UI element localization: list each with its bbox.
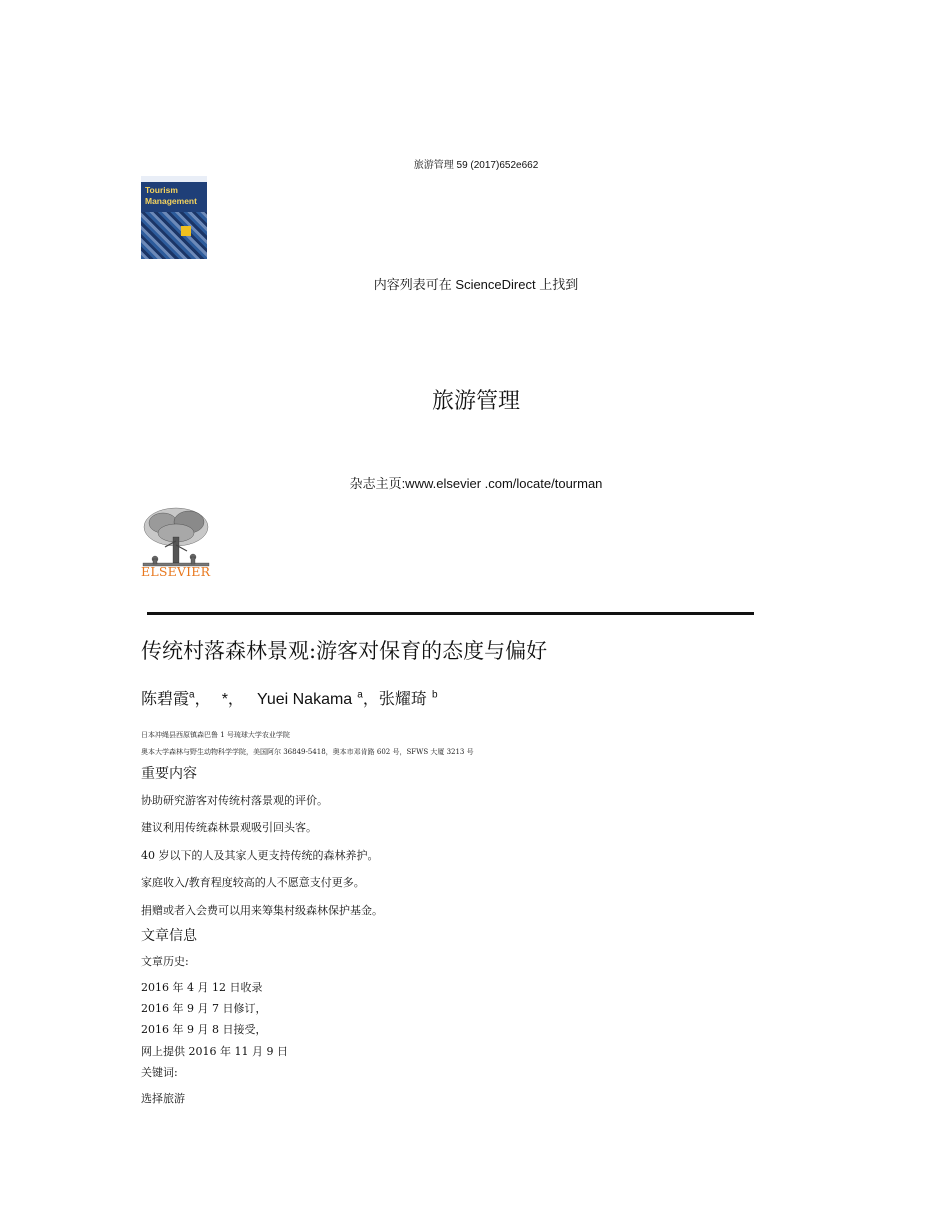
- cover-top-band: [141, 176, 207, 182]
- author-list: [141, 686, 438, 709]
- author-separator: ，: [194, 689, 211, 708]
- highlights-heading: 重要内容: [141, 766, 197, 782]
- cover-accent: [181, 226, 191, 236]
- header-divider-rule: [147, 612, 754, 615]
- history-entry: 2016 年 4 月 12 日收录: [141, 981, 263, 994]
- journal-title: 旅游管理: [431, 389, 520, 414]
- cover-photo: [141, 212, 207, 259]
- author-separator: ，: [227, 689, 244, 708]
- journal-homepage-line: 杂志主页:www.elsevier .com/locate/tourman: [349, 476, 603, 491]
- author-name: 张耀琦: [378, 689, 427, 708]
- journal-citation: 旅游管理 59 (2017)652e662: [413, 160, 539, 171]
- highlight-item: 捐赠或者入会费可以用来筹集村级森林保护基金。: [141, 904, 383, 917]
- affiliation-line: 日本冲绳县西原镇森巴鲁 1 号琉球大学农业学院: [141, 731, 290, 739]
- affiliation-marker: a: [189, 689, 195, 701]
- highlight-item: 建议利用传统森林景观吸引回头客。: [141, 821, 317, 834]
- article-history-label: 文章历史:: [141, 955, 189, 968]
- author-name: Yuei Nakama: [257, 691, 353, 708]
- article-title: 传统村落森林景观:游客对保育的态度与偏好: [141, 639, 548, 663]
- journal-cover-image: [141, 176, 207, 259]
- affiliation-line: 奥本大学森林与野生动物科学学院，美国阿尔 36849-5418，奥本市邓肯路 602 号，SFWS 大厦 3213 号: [141, 748, 474, 756]
- highlight-item: 协助研究游客对传统村落景观的评价。: [141, 794, 328, 807]
- elsevier-wordmark: ELSEVIER: [141, 564, 211, 579]
- corresponding-author-star: *: [221, 691, 228, 708]
- cover-title-line1: Tourism: [145, 185, 178, 195]
- affiliation-marker: a: [357, 689, 363, 701]
- keywords-label: 关键词:: [141, 1066, 178, 1079]
- author-separator: ，: [362, 689, 379, 708]
- keyword-item: 选择旅游: [141, 1092, 185, 1105]
- contents-availability-line: 内容列表可在 ScienceDirect 上找到: [373, 277, 579, 292]
- affiliation-marker: b: [431, 689, 438, 701]
- cover-title-line2: Management: [145, 196, 197, 206]
- history-entry: 网上提供 2016 年 11 月 9 日: [141, 1045, 288, 1058]
- highlight-item: 40 岁以下的人及其家人更支持传统的森林养护。: [141, 849, 379, 862]
- highlight-item: 家庭收入/教育程度较高的人不愿意支付更多。: [141, 876, 365, 889]
- history-entry: 2016 年 9 月 8 日接受，: [141, 1023, 267, 1036]
- history-entry: 2016 年 9 月 7 日修订，: [141, 1002, 267, 1015]
- article-info-heading: 文章信息: [141, 928, 197, 944]
- author-name: 陈碧霞: [141, 689, 190, 708]
